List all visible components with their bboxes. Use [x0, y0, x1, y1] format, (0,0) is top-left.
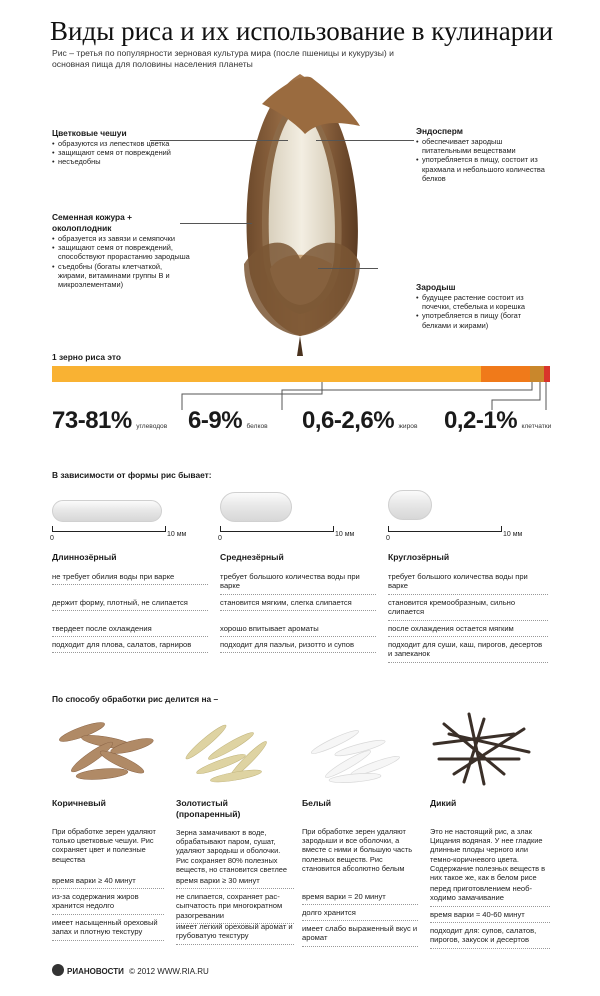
- table-row: подходит для: супов, салатов, пирогов, закусок и десертов: [430, 926, 550, 949]
- rice-grain-illustration: [200, 64, 400, 364]
- stat-fat: [302, 408, 417, 434]
- husk-leader: [150, 140, 288, 141]
- endosperm-title: Эндосперм: [416, 126, 463, 136]
- medium-grain-image: [220, 492, 292, 522]
- table-row: подходит для суши, каш, пирогов, десертов и запеканок: [388, 640, 548, 663]
- list-item: • употребляется в пищу, состоит из крахмала и небольшого количества белков: [416, 155, 546, 183]
- husk-list: [52, 139, 202, 167]
- golden-rice-column: [176, 798, 294, 874]
- scale-medium: [220, 526, 334, 532]
- embryo-title: Зародыш: [416, 282, 456, 292]
- table-row: подходит для паэльи, ризотто и супов: [220, 640, 376, 653]
- seed-coat-label: [52, 212, 192, 289]
- stat-label: белков: [246, 423, 268, 430]
- brown-rice-title: Коричневый: [52, 798, 106, 808]
- list-item: • употребляется в пищу (богат белками и жирами): [416, 311, 546, 329]
- processing-header: По способу обработки рис делится на –: [52, 694, 219, 704]
- stat-value: 0,2-1%: [444, 407, 518, 434]
- embryo-leader: [318, 268, 378, 269]
- list-item: • защищают семя от повреждений, способствуют прорастанию зародыша: [52, 243, 192, 261]
- white-rice-column: [302, 798, 418, 873]
- wild-rice-column: [430, 798, 550, 882]
- table-row: время варки ≈ 20 минут: [302, 892, 418, 905]
- scale-zero: 0: [386, 535, 390, 542]
- brown-rice-image: [52, 712, 162, 792]
- wild-rice-image: [424, 704, 544, 794]
- stat-value: 73-81%: [52, 407, 132, 434]
- endosperm-label: [416, 126, 546, 183]
- table-row: подходит для плова, салатов, гарниров: [52, 640, 208, 653]
- scale-end: 10 мм: [335, 531, 355, 538]
- stat-carbs: [52, 408, 167, 434]
- medium-grain-title: Среднезёрный: [220, 552, 284, 562]
- stat-label: жиров: [398, 423, 418, 430]
- table-row: время варки ≥ 40 минут: [52, 876, 164, 889]
- long-grain-image: [52, 500, 162, 522]
- seed-coat-leader: [180, 223, 252, 224]
- stat-label: углеводов: [136, 423, 168, 430]
- table-row: после охлаждения остается мягким: [388, 624, 548, 637]
- stat-value: 6-9%: [188, 407, 243, 434]
- white-rice-image: [300, 712, 410, 792]
- table-row: требует большого количества воды при варке: [220, 572, 376, 595]
- golden-rice-image: [176, 712, 286, 792]
- table-row: не требует обилия воды при варке: [52, 572, 208, 585]
- stat-value: 0,6-2,6%: [302, 407, 395, 434]
- table-row: время варки ≥ 30 минут: [176, 876, 294, 889]
- bar-carbs: [52, 366, 481, 382]
- stat-protein: [188, 408, 268, 434]
- golden-rice-title: Золотистый (пропаренный): [176, 798, 241, 819]
- table-row: имеет легкий ореховый аромат и грубоватую текстуру: [176, 922, 294, 945]
- table-row: имеет слабо выраженный вкус и аромат: [302, 924, 418, 947]
- stem: [297, 336, 303, 356]
- embryo-list: [416, 293, 546, 330]
- list-item: • обеспечивает зародыш питательными веществами: [416, 137, 546, 155]
- table-row: твердеет после охлаждения: [52, 624, 208, 637]
- seed-coat-title: Семенная кожура + околоплодник: [52, 212, 132, 233]
- seed-coat-list: [52, 234, 192, 289]
- long-grain-title: Длиннозёрный: [52, 552, 117, 562]
- list-item: • образуется из завязи и семяпочки: [52, 234, 192, 243]
- endosperm-list: [416, 137, 546, 183]
- wild-rice-desc: Это не настоящий рис, а злак Цицания водяная. У нее гладкие длинные плоды черного или темно-коричневого цвета. Содержание полезных веществ в них такое же, как в белом рисе: [430, 827, 546, 883]
- bar-fiber: [544, 366, 550, 382]
- shape-header: В зависимости от формы рис бывает:: [52, 470, 212, 480]
- stat-fiber: [444, 408, 551, 434]
- scale-round: [388, 526, 502, 532]
- list-item: • несъедобны: [52, 157, 202, 166]
- bar-protein: [481, 366, 530, 382]
- footer-copyright: © 2012 WWW.RIA.RU: [129, 967, 209, 976]
- endosperm-leader: [316, 140, 414, 141]
- list-item: • съедобны (богаты клетчаткой, жирами, витаминами группы В и микроэлементами): [52, 262, 192, 290]
- composition-bar: [52, 366, 550, 382]
- golden-rice-desc: Зерна замачивают в воде, обрабатывают паром, сушат, удаляют зародыш и оболочки. Рис сохраняет 80% полезных веществ, но становится светлее: [176, 828, 287, 874]
- table-row: из-за содержания жиров хранится недолго: [52, 892, 164, 915]
- ria-logo-icon: [52, 964, 64, 976]
- stat-label: клетчатки: [521, 423, 552, 430]
- table-row: хорошо впитывает ароматы: [220, 624, 376, 637]
- list-item: • защищают семя от повреждений: [52, 148, 202, 157]
- table-row: перед приготовлением необ- ходимо замачивание: [430, 884, 550, 907]
- round-grain-image: [388, 490, 432, 520]
- table-row: долго хранится: [302, 908, 418, 921]
- table-row: становится кремообразным, сильно слипается: [388, 598, 548, 621]
- husk-label: [52, 128, 202, 167]
- scale-zero: 0: [50, 535, 54, 542]
- scale-long: [52, 526, 166, 532]
- list-item: • образуются из лепестков цветка: [52, 139, 202, 148]
- composition-label: 1 зерно риса это: [52, 352, 121, 362]
- scale-end: 10 мм: [167, 531, 187, 538]
- table-row: становится мягким, слегка слипается: [220, 598, 376, 611]
- page-title: Виды риса и их использование в кулинарии: [50, 16, 554, 46]
- brown-rice-column: [52, 798, 164, 864]
- list-item: • будущее растение состоит из почечки, стебелька и корешка: [416, 293, 546, 311]
- white-rice-desc: При обработке зерен удаляют зародыши и все оболочки, а вместе с ними и большую часть полезных веществ. Рис становится абсолютно белым: [302, 827, 413, 873]
- table-row: имеет насыщенный ореховый запах и плотную текстуру: [52, 918, 164, 941]
- footer: [52, 964, 209, 976]
- bar-fat: [530, 366, 544, 382]
- table-row: требует большого количества воды при варке: [388, 572, 548, 595]
- scale-zero: 0: [218, 535, 222, 542]
- white-rice-title: Белый: [302, 798, 332, 808]
- wild-rice-title: Дикий: [430, 798, 457, 808]
- scale-end: 10 мм: [503, 531, 523, 538]
- husk-title: Цветковые чешуи: [52, 128, 127, 138]
- round-grain-title: Круглозёрный: [388, 552, 450, 562]
- table-row: держит форму, плотный, не слипается: [52, 598, 208, 611]
- table-row: не слипается, сохраняет рас- сыпчатость при многократном разогревании: [176, 892, 294, 924]
- page-subtitle: Рис – третья по популярности зерновая культура мира (после пшеницы и кукурузы) и основная пища для половины населения планеты: [52, 48, 394, 69]
- footer-brand: РИАНОВОСТИ: [67, 967, 124, 976]
- brown-rice-desc: При обработке зерен удаляют только цветковые чешуи. Рис сохраняет цвет и полезные вещества: [52, 827, 156, 864]
- embryo-label: [416, 282, 546, 330]
- table-row: время варки ≈ 40-60 минут: [430, 910, 550, 923]
